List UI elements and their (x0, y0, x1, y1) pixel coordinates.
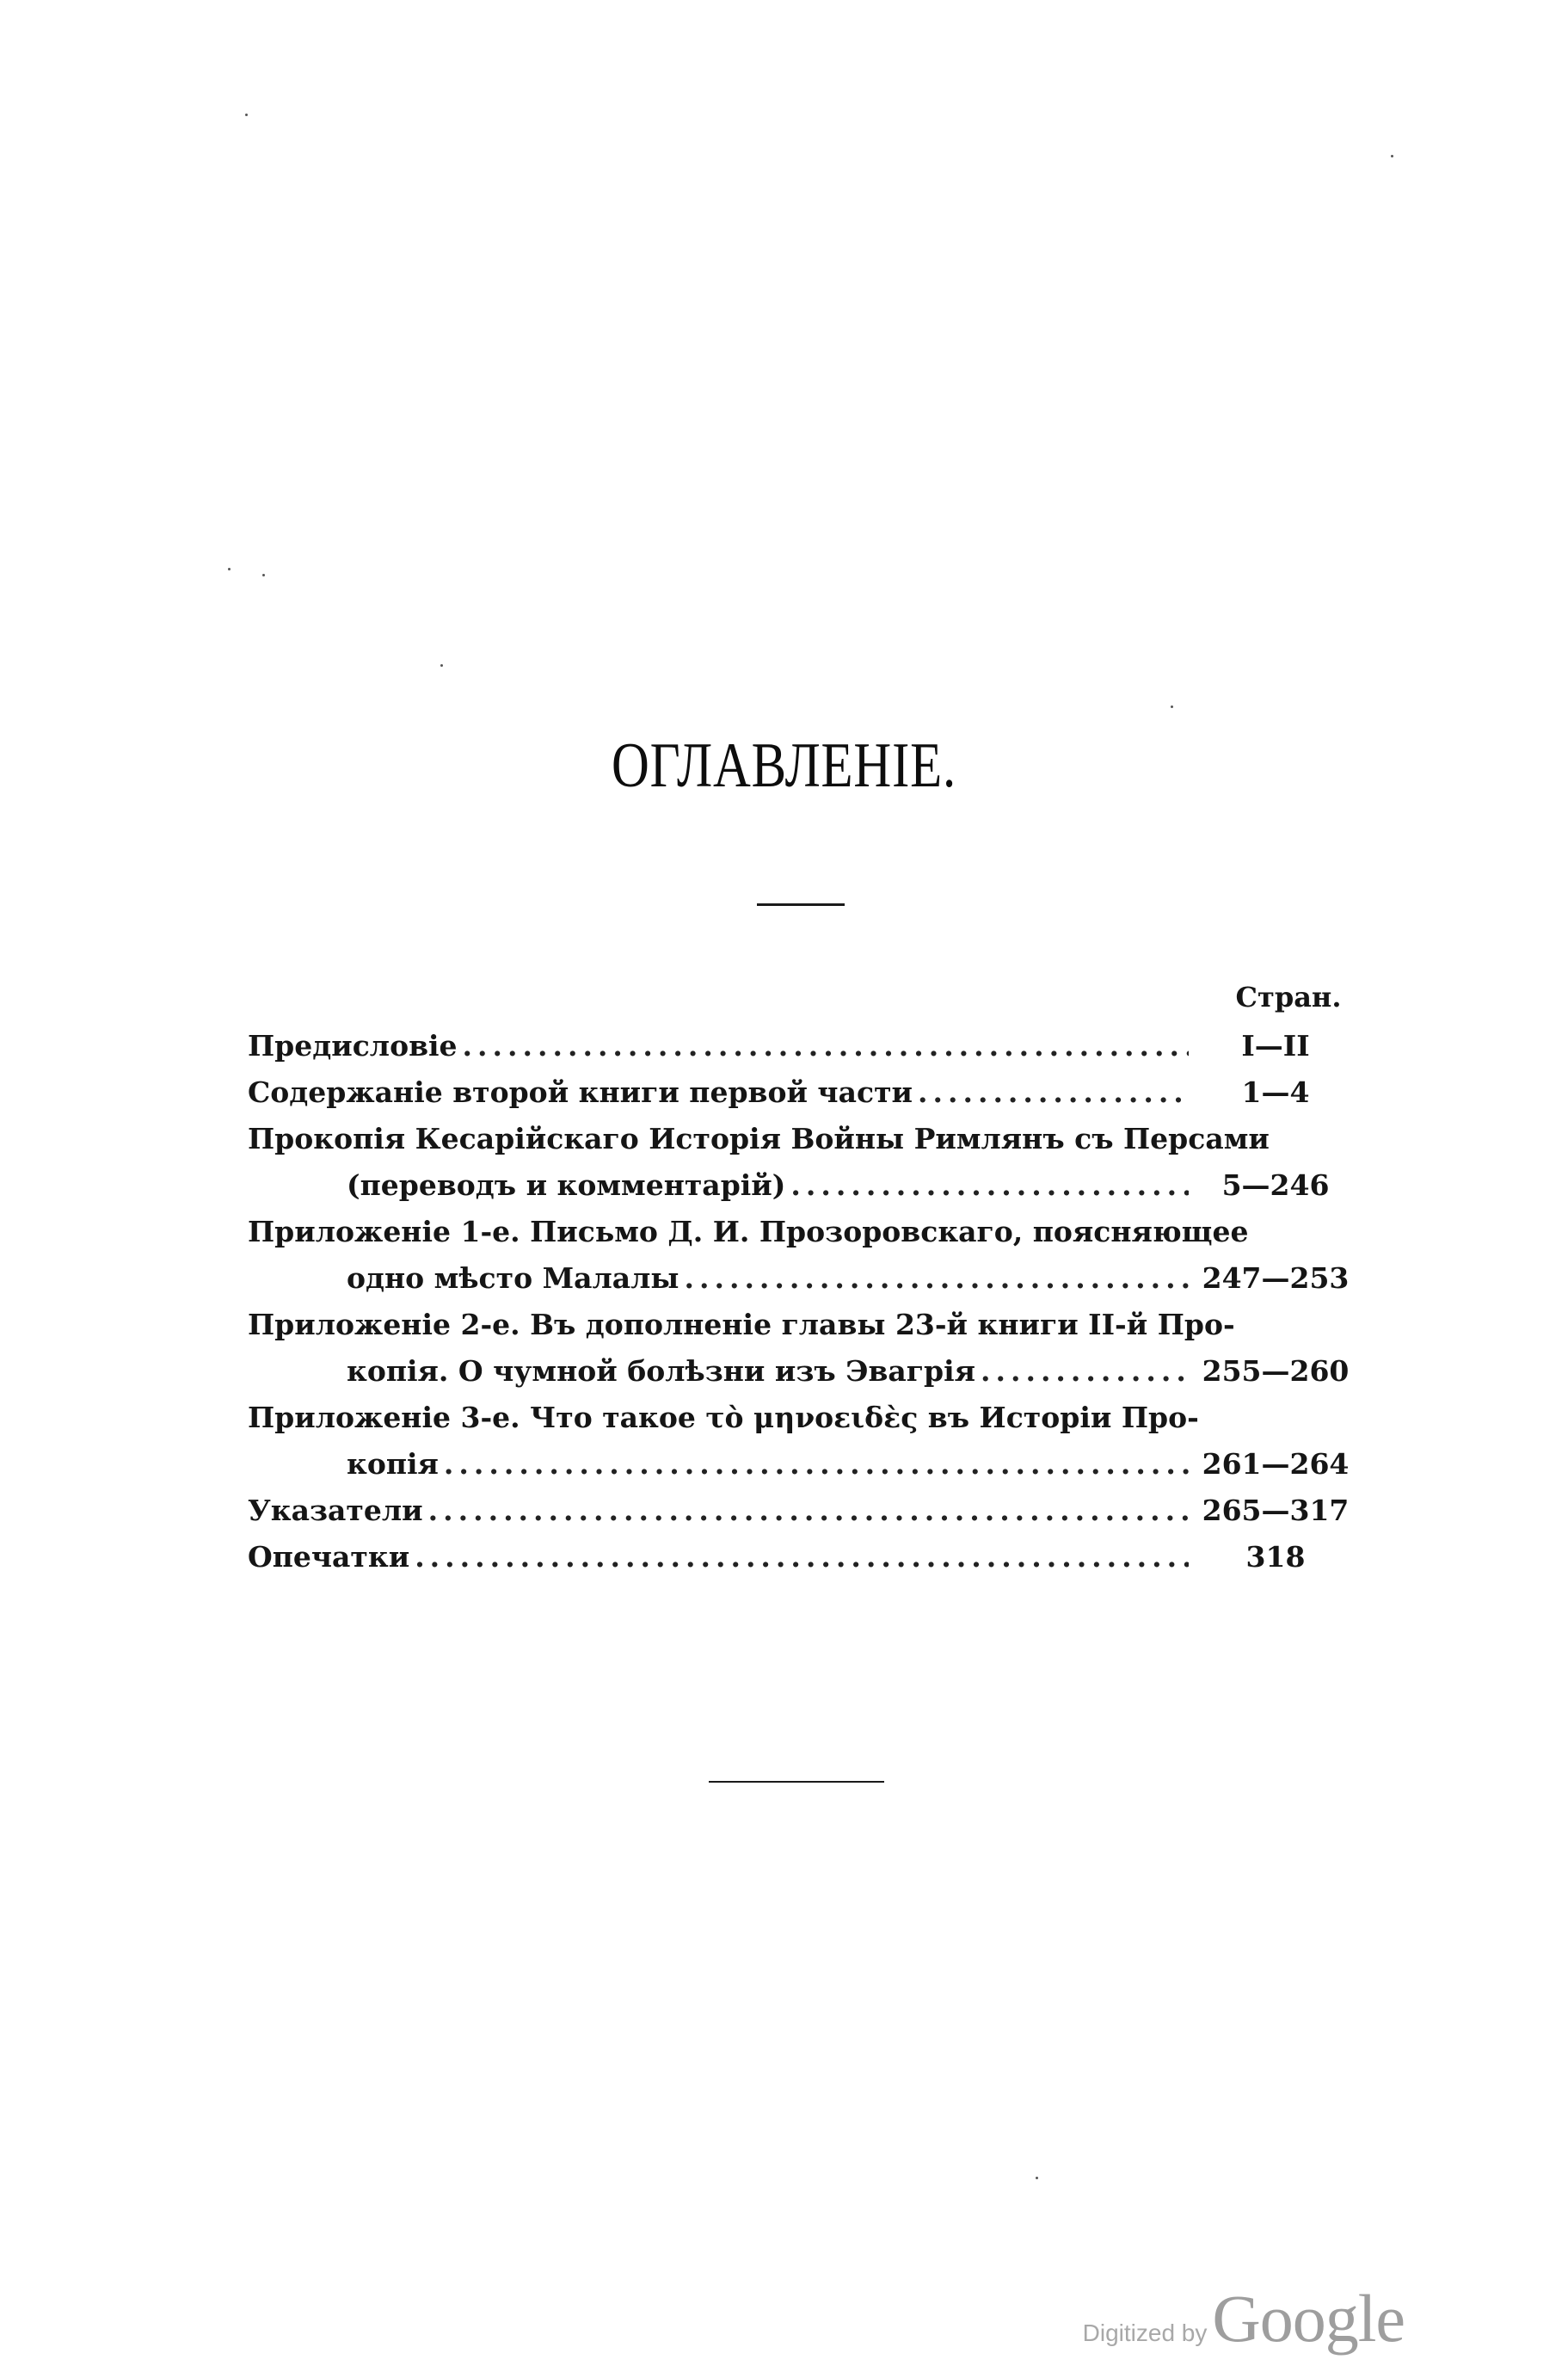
toc-entry-label: Прокопія Кесарійскаго Исторія Войны Римлянъ съ Персами (248, 1122, 1270, 1155)
toc-entry-label-continued: (переводъ и комментарій) (347, 1168, 786, 1202)
toc-entry (248, 1029, 1357, 1075)
toc-entry-pages: I—II (1241, 1029, 1310, 1063)
scan-speck (1036, 2177, 1038, 2179)
pages-column-header: Стран. (1235, 981, 1342, 1013)
google-logo: Google (1212, 2281, 1405, 2356)
toc-entry-pages: 318 (1245, 1540, 1306, 1574)
toc-entry-label: Предисловіе (248, 1029, 458, 1063)
toc-entry-pages: 5—246 (1221, 1168, 1330, 1202)
toc-entry-first-line (248, 1401, 1357, 1447)
toc-entry-pages: 265—317 (1202, 1494, 1350, 1527)
scan-speck (228, 568, 231, 570)
toc-entry-first-line (248, 1122, 1357, 1168)
toc-entry (248, 1447, 1357, 1494)
dot-leader (415, 1540, 1189, 1574)
toc-entry-label: Опечатки (248, 1540, 410, 1574)
digitization-watermark (1083, 2280, 1405, 2357)
toc-entry-label-continued: копія. О чумной болѣзни изъ Эвагрія (347, 1354, 975, 1388)
toc-entry (248, 1075, 1357, 1122)
scan-speck (1171, 705, 1173, 708)
scan-speck (1391, 155, 1393, 157)
scan-speck (245, 114, 248, 116)
toc-entry (248, 1261, 1357, 1308)
dot-leader (684, 1261, 1189, 1295)
toc-entry-label: Содержаніе второй книги первой части (248, 1075, 913, 1109)
dot-leader (918, 1075, 1189, 1109)
toc-entry-pages: 247—253 (1202, 1261, 1350, 1295)
toc-entry (248, 1168, 1357, 1215)
digitized-by-text: Digitized by (1082, 2319, 1208, 2346)
scan-speck (262, 574, 265, 576)
dot-leader (444, 1447, 1189, 1481)
dot-leader (981, 1354, 1189, 1388)
toc-entry (248, 1540, 1357, 1586)
toc-entry-pages: 1—4 (1241, 1075, 1310, 1109)
toc-entry-pages: 255—260 (1202, 1354, 1350, 1388)
dot-leader (790, 1168, 1189, 1202)
toc-entry-label: Указатели (248, 1494, 423, 1527)
page-title: ОГЛАВЛЕНІЕ. (611, 730, 956, 801)
toc-entry-label: Приложеніе 2-е. Въ дополненіе главы 23-й книги II-й Про- (248, 1308, 1235, 1341)
toc-entry-first-line (248, 1215, 1357, 1261)
end-divider (709, 1781, 884, 1783)
title-divider (757, 903, 845, 906)
dot-leader (463, 1029, 1189, 1063)
toc-entry (248, 1354, 1357, 1401)
toc-entry-label-continued: копія (347, 1447, 439, 1481)
toc-entry-label-continued: одно мѣсто Малалы (347, 1261, 679, 1295)
toc-entry-first-line (248, 1308, 1357, 1354)
toc-entry-label: Приложеніе 3-е. Что такое τὸ μηνοειδὲς въ Исторіи Про- (248, 1401, 1199, 1434)
toc-entry-pages: 261—264 (1202, 1447, 1350, 1481)
scan-speck (440, 664, 443, 667)
toc-entry-label: Приложеніе 1-е. Письмо Д. И. Прозоровскаго, поясняющее (248, 1215, 1249, 1248)
dot-leader (428, 1494, 1189, 1527)
toc-entry (248, 1494, 1357, 1540)
